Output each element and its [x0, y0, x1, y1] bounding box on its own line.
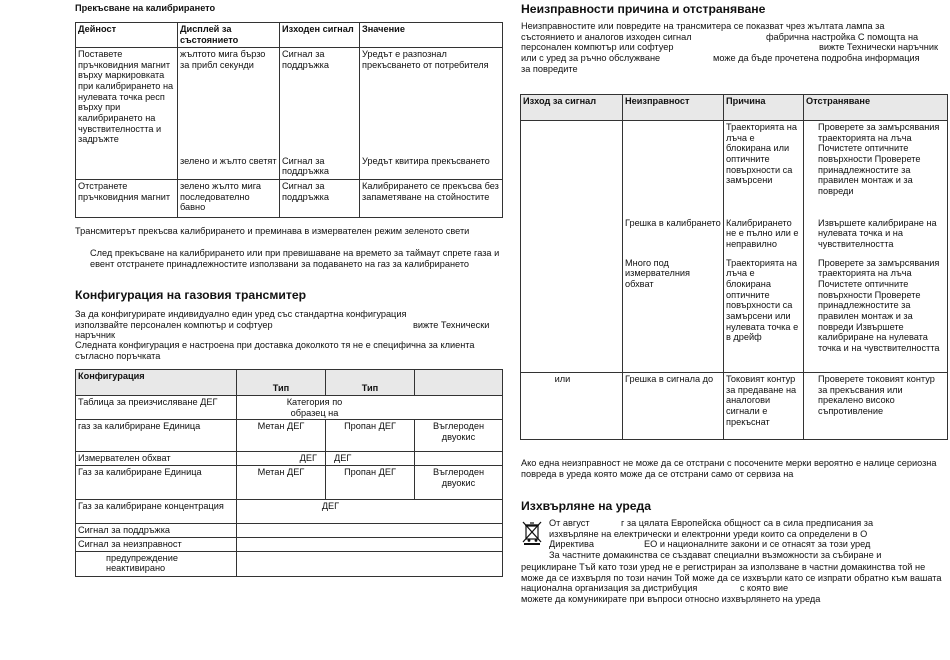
table-row: зелено и жълто светят Сигнал за поддръжка Уредът квитира прекъсването [76, 155, 503, 180]
configuration-paragraph-2: Следната конфигурация е настроена при доставка доколкото тя не е специфична за клиента съгласно поръчката [75, 340, 475, 361]
table-row: Измервателен обхват ДЕГ ДЕГ [76, 452, 503, 466]
calibration-interrupt-table [75, 22, 503, 218]
col-header-output-signal: Изходен сигнал [280, 23, 360, 48]
table-row: Поставете пръчковидния магнит върху маркировката при калибрирането на нулевата точка респ върху при калибрирането на чувствителността и задръжте жълтото мига бързо за прибл секунди Сигнал за поддръжка Уредът е разпознал прекъсването от потребителя [76, 48, 503, 155]
table-row: Траекторията на лъча е блокирана или оптичните повърхности са замърсени Проверете за замърсявания траекторията на лъча Почистете оптичните повърхности Проверете принадлежностите за правилен монтаж и за повреди [521, 121, 948, 217]
col-header-cause: Причина [724, 95, 804, 121]
col-header-fault: Неизправност [623, 95, 724, 121]
col-header-action: Дейност [76, 23, 178, 48]
calibration-stop-gas-text: След прекъсване на калибрирането или при превишаване на времето за таймаут спрете газа и евент отстранете принадлежностите използвани за подаването на газ за калибрирането [90, 248, 500, 269]
faults-heading: Неизправности причина и отстраняване [521, 2, 766, 16]
table-row: Отстранете пръчковидния магнит зелено жълто мига последователно бавно Сигнал за поддръжка Калибрирането се прекъсва без запаметяване на стойностите [76, 180, 503, 218]
col-header-signal-output: Изход за сигнал [521, 95, 623, 121]
calibration-interrupt-heading: Прекъсване на калибрирането [75, 3, 216, 13]
table-row: Газ за калибриране Единица Метан ДЕГ Пропан ДЕГ Въглероден двуокис [76, 466, 503, 500]
col-header-meaning: Значение [360, 23, 503, 48]
faults-intro-text: Неизправностите или повредите на трансмитера се показват чрез жълтата лампа за състоянието и аналогов изходен сигнал фабрична настройка С помощта на персонален компютър или софтуер вижте Технически наръчник или с уред за ръчно обслужване може да бъде прочетена подробна информация за повредите [521, 21, 938, 74]
config-header: Конфигурация [76, 370, 237, 396]
faults-table [520, 94, 948, 440]
col-header-remedy: Отстраняване [804, 95, 948, 121]
table-row: Сигнал за поддръжка [76, 524, 503, 538]
table-row: Газ за калибриране концентрация ДЕГ [76, 500, 503, 524]
table-row: Таблица за преизчисляване ДЕГ Категория по образец на [76, 396, 503, 420]
disposal-text-indented: От август г за цялата Европейска общност са в сила предписания за изхвърляне на електрически и електронни уреди които са определени в О Директива ЕО и националните закони и се отнасят за този уред За частните домакинства се създават специални възможности за събиране и [549, 518, 882, 561]
table-row: Сигнал за неизправност [76, 538, 503, 552]
table-row: Грешка в калибрането Калибрирането не е пълно или е неправилно Извършете калибриране на нулевата точка и на чувствителността [521, 217, 948, 257]
disposal-heading: Изхвърляне на уреда [521, 499, 652, 513]
config-type-header-1: Тип [237, 370, 326, 396]
configuration-table [75, 369, 503, 577]
table-row: Много под измервателния обхват Траекторията на лъча е блокирана оптичните повърхности са замърсени или нулевата точка е в дрейф Проверете за замърсявания траекторията на лъча Почистете оптичните повърхности Проверете принадлежностите за правилен монтаж и за повреди Извършете калибриране на нулевата точка и на чувствителността [521, 257, 948, 373]
table-row: предупреждение неактивирано [76, 551, 503, 576]
crossed-out-bin-icon [522, 521, 542, 545]
col-header-status-display: Дисплей за състоянието [178, 23, 280, 48]
disposal-text: рециклиране Тъй като този уред не е регистриран за използване в частни домакинства той не може да се изхвърля по този начин Той може да се изхвърли като се изпрати обратно към вашата национална организация за дистрибуция с която вие можете да комуникирате при въпроси относно изхвърлянето на уреда [521, 562, 942, 605]
calibration-result-text: Трансмитерът прекъсва калибрирането и преминава в измервателен режим зеленото свети [75, 226, 470, 236]
config-type-header-2: Тип [326, 370, 415, 396]
table-row: газ за калибриране Единица Метан ДЕГ Пропан ДЕГ Въглероден двуокис [76, 420, 503, 452]
configuration-heading: Конфигурация на газовия трансмитер [75, 288, 307, 302]
configuration-paragraph-1: За да конфигурирате индивидуално един уред със стандартна конфигурация използвайте персонален компютър и софтуер вижте Технически наръчник [75, 309, 490, 341]
faults-service-text: Ако една неизправност не може да се отстрани с посочените мерки вероятно е налице сериозна повреда в уреда която може да се отстрани само от сервиза на [521, 458, 937, 479]
table-row: или Грешка в сигнала до Токовият контур за предаване на аналогови сигнали е прекъснат Проверете токовият контур за прекъсвания или прекалено високо съпротивление [521, 373, 948, 440]
